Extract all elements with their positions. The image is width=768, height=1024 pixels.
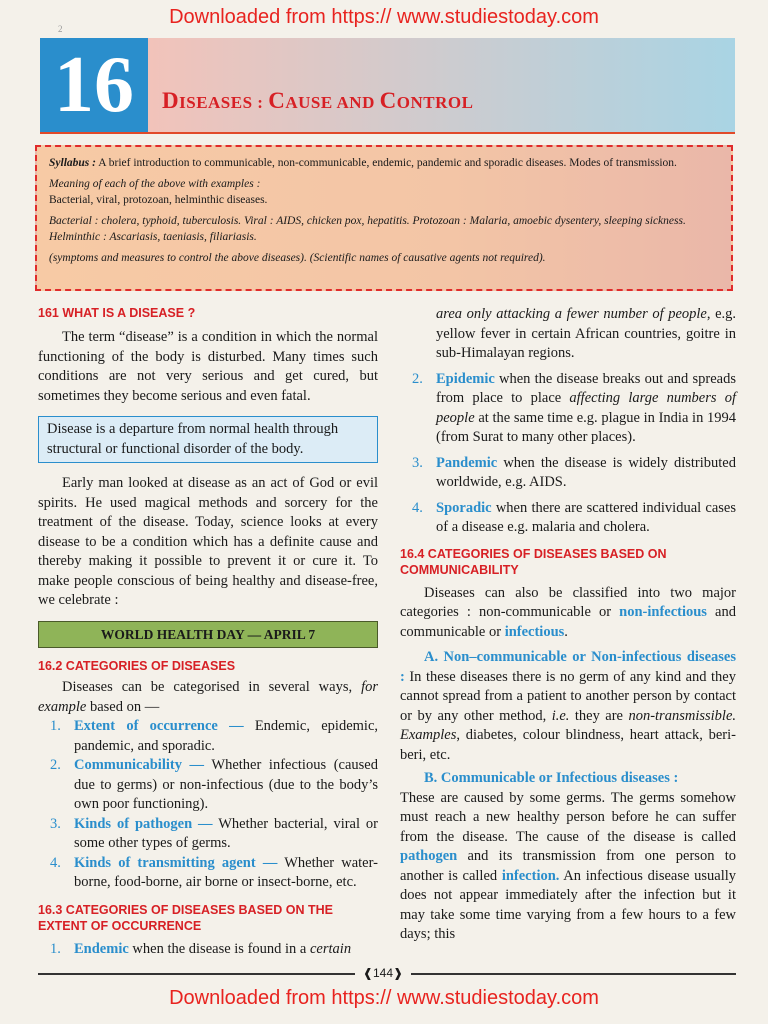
text-span: for example — [38, 679, 378, 715]
chapter-header — [40, 38, 735, 132]
syllabus-line — [49, 213, 723, 245]
list-item — [38, 815, 378, 854]
paragraph — [400, 648, 736, 765]
text-span: non-infectious — [619, 604, 707, 620]
title-part: ONTROL — [396, 93, 474, 112]
paragraph — [38, 678, 378, 717]
title-letter: C — [268, 88, 286, 113]
text-span: pathogen — [400, 848, 458, 864]
left-column — [38, 305, 378, 959]
subheading: B. Communicable or Infectious diseases : — [424, 770, 679, 786]
text-span: , diabetes, colour blindness, heart attack, beri-beri, etc. — [400, 727, 736, 763]
syllabus-line — [49, 176, 723, 192]
list-term: Communicability — — [74, 757, 205, 773]
list-text: when there are scattered individual cases of a disease e.g. malaria and cholera. — [436, 499, 736, 535]
list-item — [400, 499, 736, 538]
text-span: Diseases can be categorised in several ways, — [62, 679, 362, 695]
header-background — [148, 38, 735, 132]
list-text: Whether infectious (caused due to germs) or non-infectious (due to the body’s own poor functioning). — [74, 757, 378, 812]
list-text: when the disease breaks out and spreads from place to place — [436, 370, 736, 406]
text-span: infection. — [501, 867, 560, 884]
list-number: 3. — [412, 454, 423, 471]
text-span: Diseases can also be classified into two major categories : non-communicable or — [400, 584, 736, 620]
paragraph — [400, 769, 736, 789]
corner-mark: 2 — [58, 24, 63, 34]
header-rule — [40, 132, 735, 134]
list-term: Kinds of pathogen — — [74, 815, 213, 832]
text-span: In these diseases there is no germ of any kind and they cannot spread from a patient to another person by contact or by any other method, — [400, 668, 736, 724]
syllabus-text: (symptoms and measures to control the above diseases). (Scientific names of causative agents not required). — [49, 252, 546, 264]
right-column — [400, 305, 736, 945]
list-item — [400, 454, 736, 493]
list-text: certain — [310, 940, 352, 957]
syllabus-box — [35, 145, 733, 291]
section-heading: 16.4 CATEGORIES OF DISEASES BASED ON COMMUNICABILITY — [400, 546, 667, 577]
list-term: Extent of occurrence — — [74, 718, 244, 734]
syllabus-line — [49, 250, 723, 266]
list-text: when the disease is found in a — [128, 940, 310, 957]
list-number: 3. — [50, 815, 61, 832]
list-term: Epidemic — [436, 370, 495, 387]
text-span: and communicable or — [400, 604, 736, 640]
section-heading: 161 WHAT IS A DISEASE ? — [38, 306, 196, 320]
syllabus-text: Meaning of each of the above with examples : — [49, 178, 261, 190]
list-term: Pandemic — [436, 454, 498, 471]
section-heading: 16.3 CATEGORIES OF DISEASES BASED ON THE EXTENT OF OCCURRENCE — [38, 902, 333, 933]
list-text: Whether water-borne, food-borne, air borne or insect-borne, etc. — [74, 854, 378, 890]
paragraph — [400, 584, 736, 643]
title-part: ISEASES : — [179, 93, 269, 112]
list-number: 1. — [50, 940, 61, 957]
text-span: infectious — [504, 623, 565, 640]
list-text: Whether bacterial, viral or some other types of germs. — [74, 815, 378, 851]
chapter-title — [162, 88, 473, 114]
text-span: non-transmissible. Examples — [400, 707, 736, 743]
syllabus-text: A brief introduction to communicable, non-communicable, endemic, pandemic and sporadic diseases. Modes of transmission. — [98, 157, 677, 169]
text-span: based on — — [86, 698, 160, 715]
text-span: i.e. — [551, 707, 570, 724]
definition-box: Disease is a departure from normal health through structural or functional disorder of the body. — [38, 416, 378, 463]
paragraph: The term “disease” is a condition in which the normal functioning of the body is disturbed. Many times such conditions are not very serious and get cured, but sometimes they become serious and even fatal. — [38, 329, 378, 404]
list-text: area only attacking a fewer number of people — [436, 306, 707, 322]
list-text: Endemic, epidemic, pandemic, and sporadic. — [74, 718, 379, 754]
list-item — [38, 940, 378, 960]
title-letter: C — [379, 88, 397, 113]
chapter-number: 16 — [40, 38, 148, 132]
syllabus-line — [49, 155, 723, 171]
list-item — [38, 717, 378, 756]
syllabus-line: Bacterial, viral, protozoan, helminthic diseases. — [49, 194, 268, 206]
text-span: An infectious disease usually does not appear immediately after the infection but it may take some time varying from a few hours to a few days; this — [400, 867, 737, 942]
paragraph — [400, 789, 736, 945]
text-span: they are — [569, 707, 629, 724]
title-part: AUSE AND — [285, 93, 380, 112]
list-text: , e.g. yellow fever in certain African countries, goitre in sub-Himalayan regions. — [436, 306, 737, 361]
list-item-continued — [400, 305, 736, 364]
list-item — [400, 370, 736, 448]
list-text: when the disease is widely distributed worldwide, e.g. AIDS. — [436, 454, 736, 490]
world-health-day-box: WORLD HEALTH DAY — APRIL 7 — [38, 621, 378, 649]
page-number: ❰144❱ — [355, 962, 411, 984]
list-number: 1. — [50, 718, 61, 734]
list-text: affecting large numbers of people — [436, 390, 737, 426]
list-term: Kinds of transmitting agent — — [74, 854, 278, 871]
paragraph: Early man looked at disease as an act of God or evil spirits. He used magical methods and sorcery for the treatment of the disease. Today, science looks at every disease to be a condition which has a definite cause and thereby making it possible to prevent it or cure it. To make people conscious of being healthy and disease-free, we celebrate : — [38, 475, 378, 608]
list-number: 4. — [412, 499, 423, 516]
list-term: Sporadic — [436, 499, 492, 516]
list-number: 2. — [412, 370, 423, 387]
list-term: Endemic — [74, 940, 129, 957]
text-span: and its transmission from one person to another is called — [400, 848, 736, 884]
list-number: 2. — [50, 757, 61, 773]
list-item — [38, 854, 378, 893]
download-banner-bottom[interactable]: Downloaded from https:// www.studiestoday.com — [169, 987, 599, 1009]
list-number: 4. — [50, 854, 61, 871]
page-number-text: 144 — [372, 966, 394, 980]
list-item — [38, 756, 378, 815]
list-text: at the same time e.g. plague in India in 1994 (from Surat to many other places). — [436, 409, 736, 445]
download-banner-top[interactable]: Downloaded from https:// www.studiestoday.com — [169, 6, 599, 28]
title-letter: D — [162, 88, 180, 113]
section-heading: 16.2 CATEGORIES OF DISEASES — [38, 659, 236, 673]
text-span: These are caused by some germs. The germs somehow must reach a new healthy person before he can suffer from the disease. The cause of the disease is called — [400, 789, 736, 845]
subheading: diseases : — [400, 649, 736, 685]
syllabus-label: Syllabus : — [49, 157, 96, 169]
text-span: . — [564, 623, 568, 640]
subheading: A. Non–communicable or Non-infectious — [424, 649, 682, 665]
syllabus-text: Bacterial : cholera, typhoid, tuberculosis. Viral : AIDS, chicken pox, hepatitis. Protozoan : Malaria, amoebic dysentery, sleeping sickness. Helminthic : Ascariasis, taeniasis, filiariasis. — [49, 215, 686, 243]
